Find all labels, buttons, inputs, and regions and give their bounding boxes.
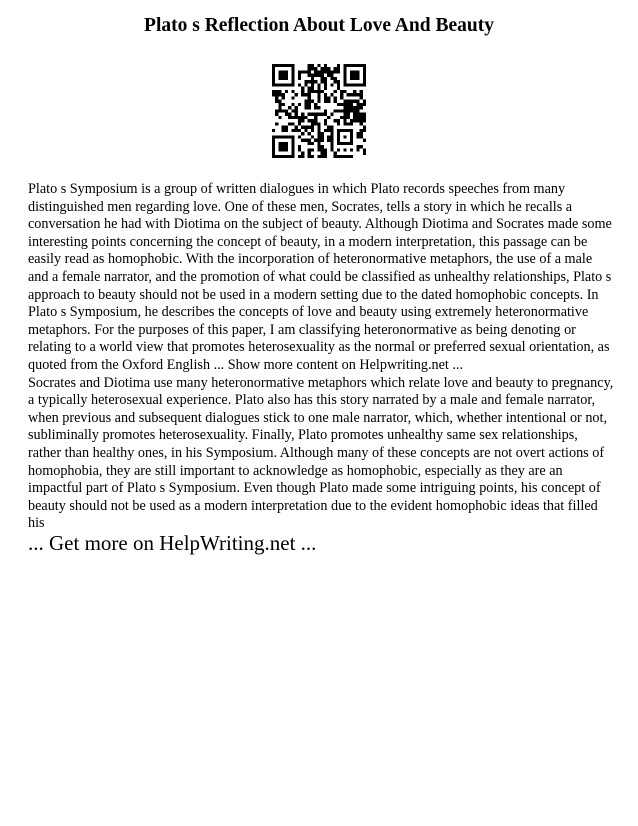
qr-code-graphic: [272, 64, 366, 158]
paragraph-2: Socrates and Diotima use many heteronormative metaphors which relate love and beauty to pregnancy, a typically heterosexual experience. Plato also has this story narrated by a male and female narrator, when previous and subsequent dialogues stick to one male narrator, which, whether intentional or not, subliminally promotes heterosexuality. Finally, Plato promotes unhealthy same sex relationships, rather than healthy ones, in his Symposium. Although many of these concepts are not overt actions of homophobia, they are still important to acknowledge as homophobic, especially as they are an impactful part of Plato s Symposium. Even though Plato made some intriguing points, his concept of beauty should not be used as a modern interpretation due to the evident homophobic ideas that filled his: [28, 374, 614, 532]
page-title: Plato s Reflection About Love And Beauty: [144, 15, 494, 36]
get-more-link[interactable]: ... Get more on HelpWriting.net ...: [28, 531, 317, 555]
article-body: [28, 181, 614, 533]
qr-code-icon: [272, 64, 366, 158]
paragraph-1: Plato s Symposium is a group of written dialogues in which Plato records speeches from many distinguished men regarding love. One of these men, Socrates, tells a story in which he recalls a conversation he had with Diotima on the subject of beauty. Although Diotima and Socrates made some interesting points concerning the concept of beauty, in a modern interpretation, this passage can be easily read as homophobic. With the incorporation of heteronormative metaphors, the use of a male and a female narrator, and the promotion of what could be classified as unhealthy relationships, Plato s approach to beauty should not be used in a modern setting due to the dated homophobic concepts. In Plato s Symposium, he describes the concepts of love and beauty using extremely heteronormative metaphors. For the purposes of this paper, I am classifying heteronormative as being denoting or relating to a world view that promotes heterosexuality as the normal or preferred sexual orientation, as quoted from the Oxford English ... Show more content on Helpwriting.net ...: [28, 181, 612, 373]
